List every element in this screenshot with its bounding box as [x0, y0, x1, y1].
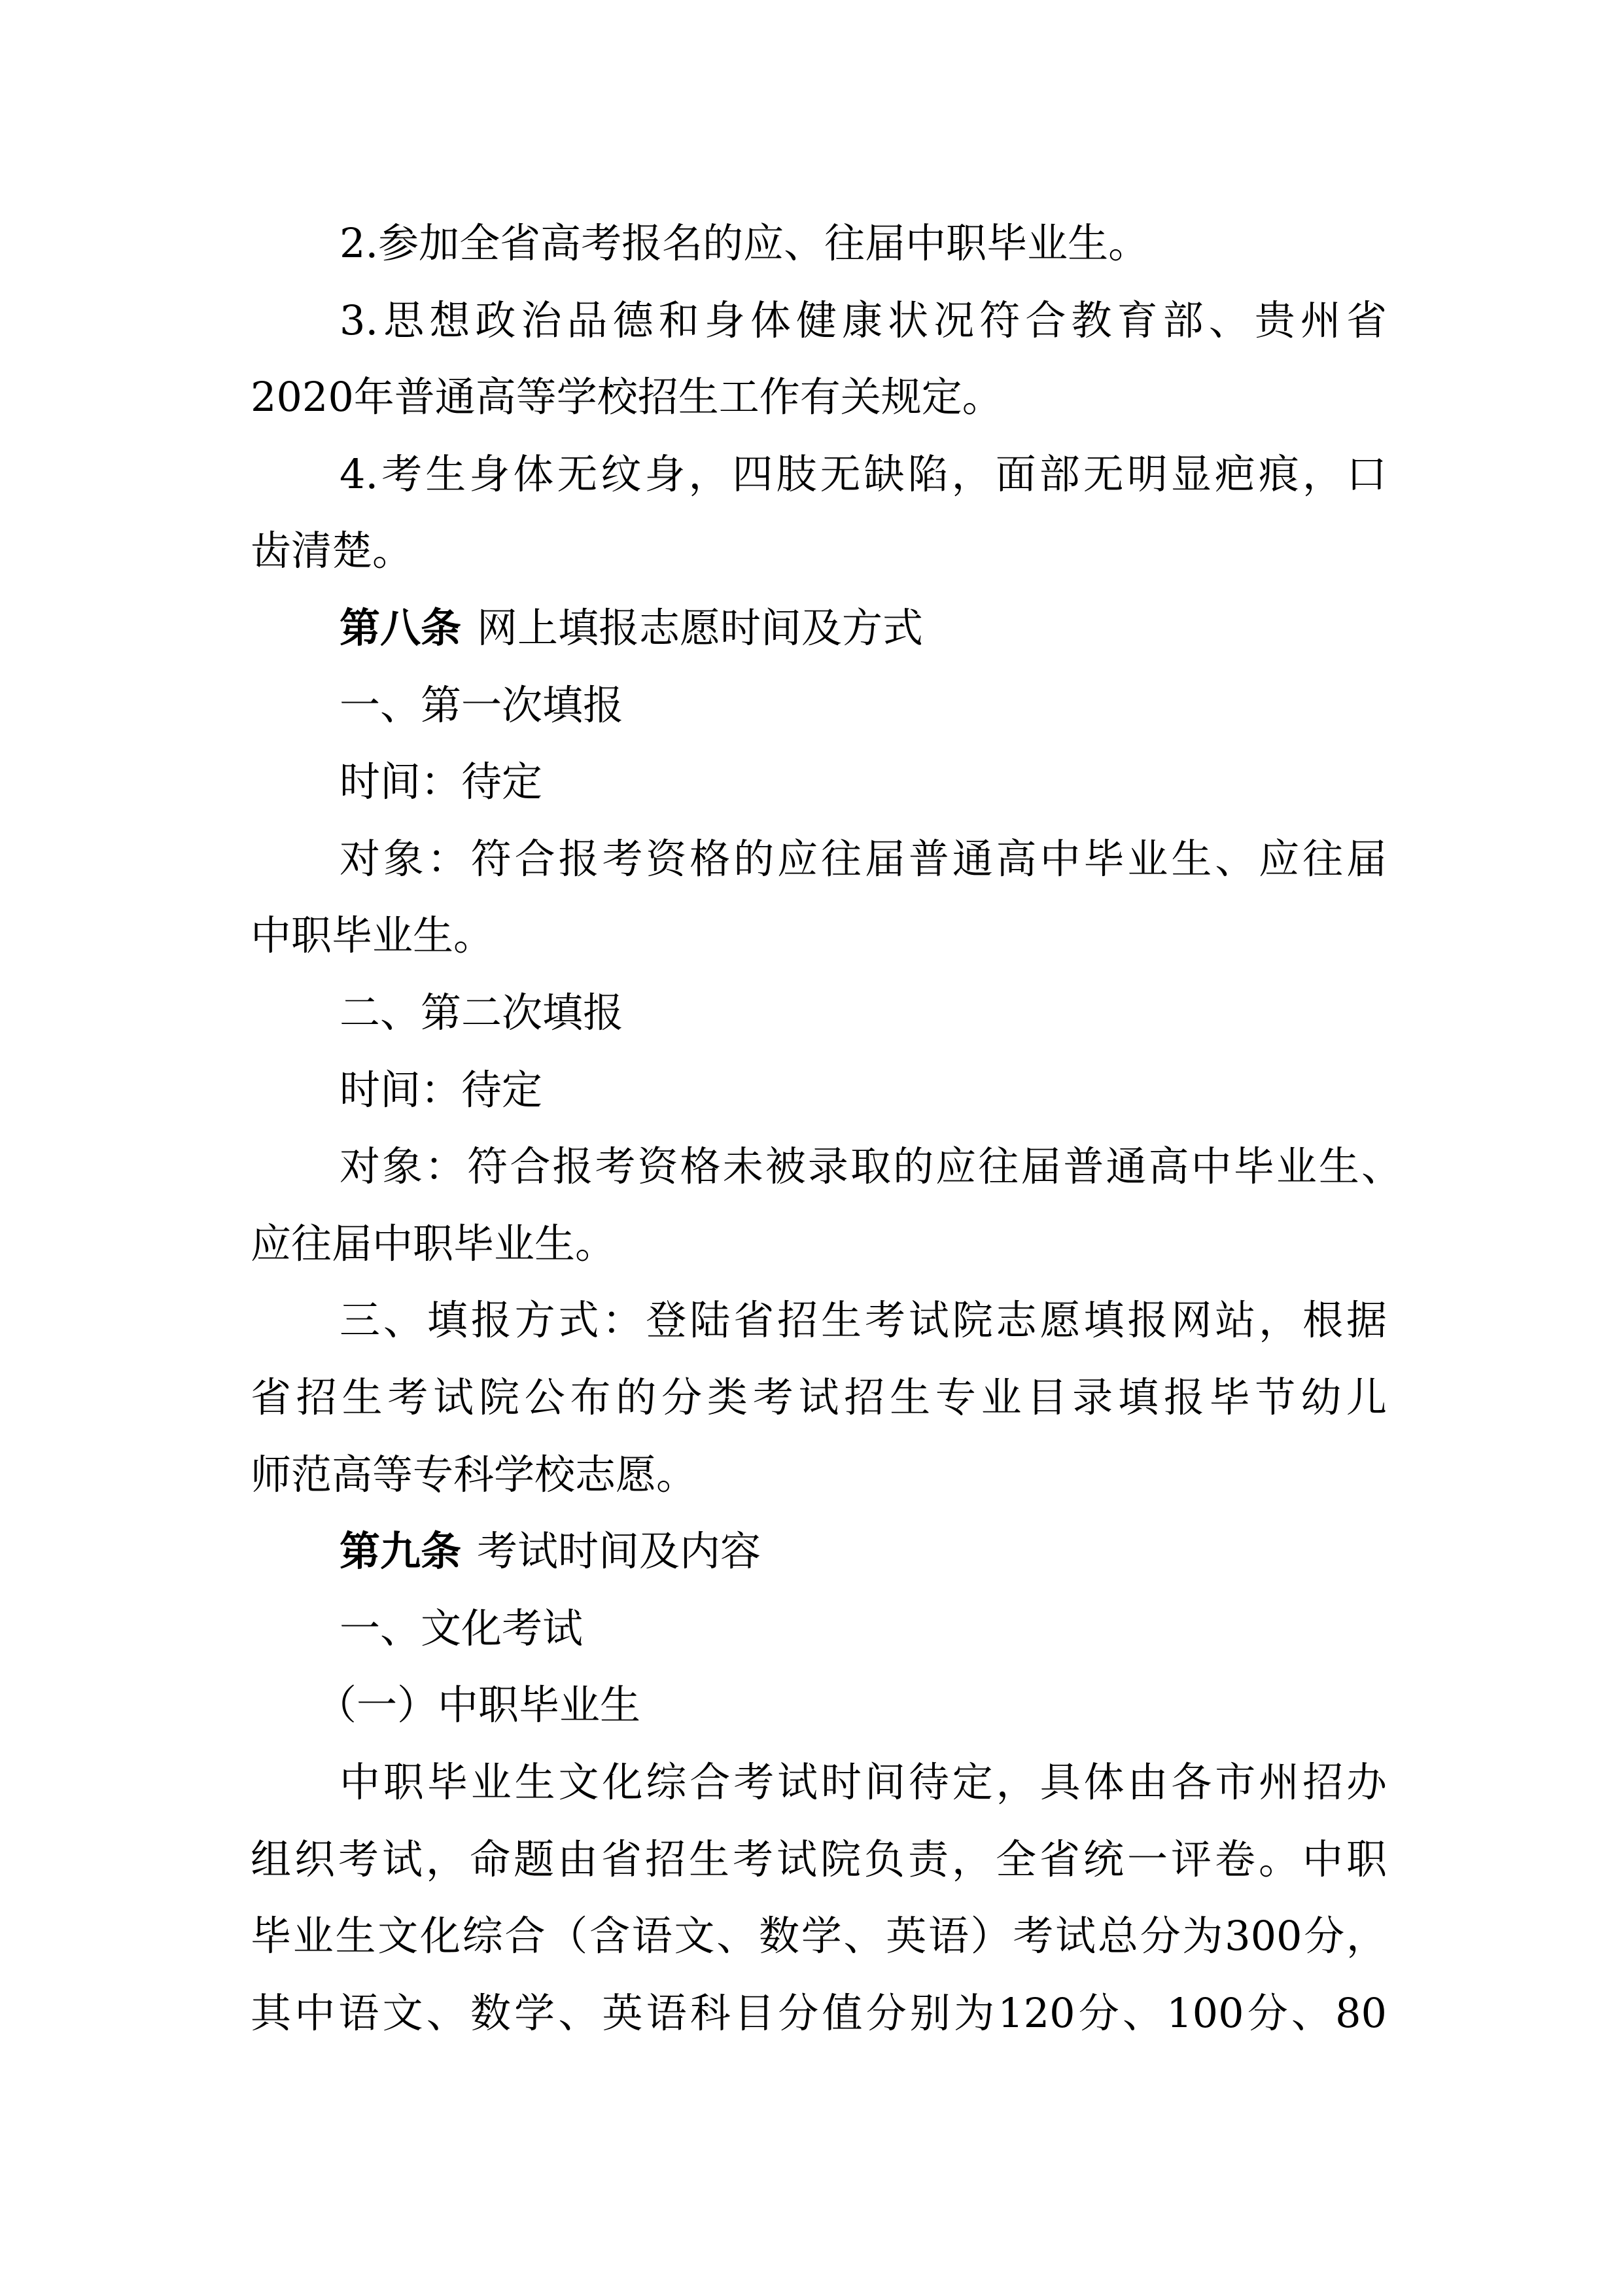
paragraph-line: 4.考生身体无纹身，四肢无缺陷，面部无明显疤痕，口: [340, 450, 1387, 498]
paragraph-line: 三、填报方式：登陆省招生考试院志愿填报网站，根据: [340, 1296, 1387, 1344]
paragraph-line: 3.思想政治品德和身体健康状况符合教育部、贵州省: [340, 296, 1387, 344]
paragraph-line: 省招生考试院公布的分类考试招生专业目录填报毕节幼儿: [251, 1373, 1387, 1421]
paragraph-line: （一）中职毕业生: [316, 1681, 641, 1729]
article-number: 第八条: [340, 604, 462, 652]
paragraph-line: 2.参加全省高考报名的应、往届中职毕业生。: [340, 219, 1149, 267]
paragraph-line: 师范高等专科学校志愿。: [251, 1451, 697, 1498]
paragraph-line: 齿清楚。: [251, 527, 413, 574]
paragraph-line: 应往届中职毕业生。: [251, 1220, 616, 1267]
paragraph-line: 一、第一次填报: [340, 681, 624, 729]
paragraph-line: 二、第二次填报: [340, 989, 624, 1036]
paragraph-line: 毕业生文化综合（含语文、数学、英语）考试总分为300分，: [251, 1912, 1387, 1960]
paragraph-line: 中职毕业生文化综合考试时间待定，具体由各市州招办: [340, 1758, 1387, 1806]
article-number: 第九条: [340, 1527, 462, 1575]
paragraph-line: 2020年普通高等学校招生工作有关规定。: [251, 373, 1003, 421]
paragraph-line: 一、文化考试: [340, 1604, 584, 1652]
article-heading: [251, 1524, 1387, 1579]
article-title: 网上填报志愿时间及方式: [477, 604, 924, 652]
paragraph-line: 对象：符合报考资格的应往届普通高中毕业生、应往届: [340, 835, 1387, 883]
paragraph-line: 对象：符合报考资格未被录取的应往届普通高中毕业生、: [340, 1142, 1402, 1190]
article-title: 考试时间及内容: [477, 1527, 761, 1575]
paragraph-line: 中职毕业生。: [251, 911, 495, 959]
article-heading: [251, 601, 1387, 656]
paragraph-line: 时间：待定: [340, 1066, 543, 1114]
paragraph-line: 时间：待定: [340, 758, 543, 805]
paragraph-line: 组织考试，命题由省招生考试院负责，全省统一评卷。中职: [251, 1835, 1387, 1883]
paragraph-line: 其中语文、数学、英语科目分值分别为120分、100分、80: [251, 1989, 1387, 2037]
